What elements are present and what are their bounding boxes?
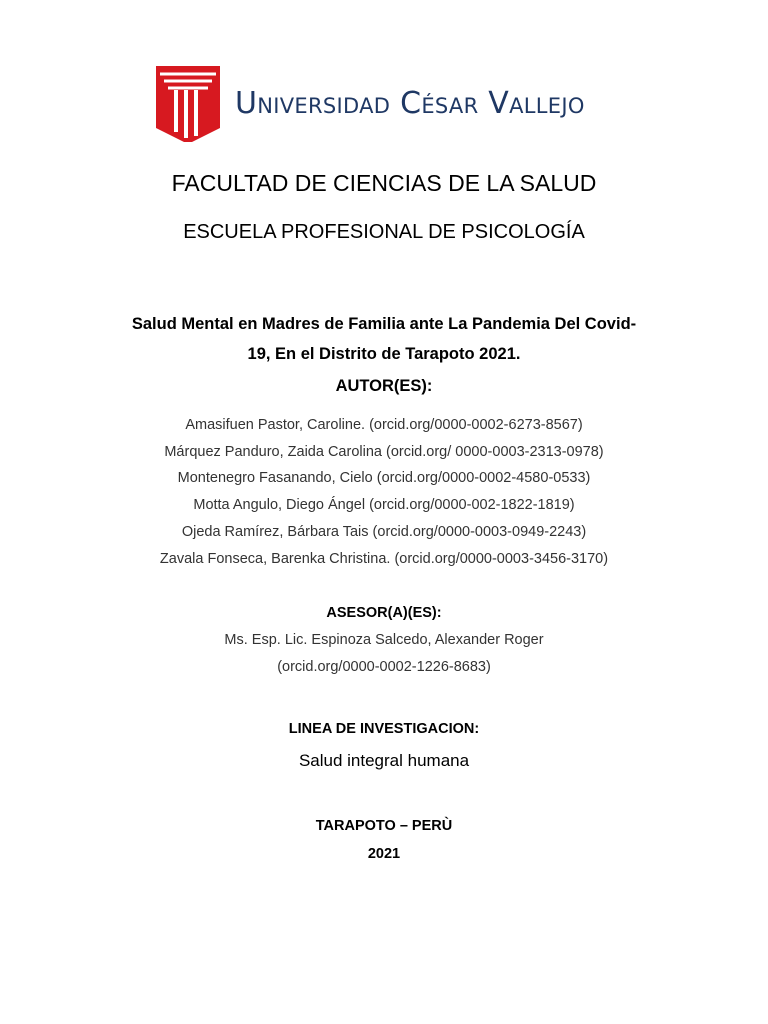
- author-item: Montenegro Fasanando, Cielo (orcid.org/0000-0002-4580-0533): [177, 470, 591, 486]
- university-logo: [156, 66, 616, 142]
- thesis-title-line-1: Salud Mental en Madres de Familia ante La Pandemia Del Covid-: [131, 315, 637, 333]
- author-item: Amasifuen Pastor, Caroline. (orcid.org/0000-0002-6273-8567): [185, 417, 583, 433]
- author-item: Motta Angulo, Diego Ángel (orcid.org/0000-002-1822-1819): [193, 497, 575, 513]
- author-item: Márquez Panduro, Zaida Carolina (orcid.org/ 0000-0003-2313-0978): [164, 444, 604, 460]
- author-item: Ojeda Ramírez, Bárbara Tais (orcid.org/0000-0003-0949-2243): [181, 524, 587, 540]
- research-line-heading: LINEA DE INVESTIGACION:: [288, 721, 480, 737]
- authors-heading: AUTOR(ES):: [335, 377, 433, 395]
- author-item: Zavala Fonseca, Barenka Christina. (orcid.org/0000-0003-3456-3170): [159, 551, 609, 567]
- thesis-title-line-2: 19, En el Distrito de Tarapoto 2021.: [247, 345, 521, 363]
- research-line-value: Salud integral humana: [298, 751, 470, 770]
- advisor-name: Ms. Esp. Lic. Espinoza Salcedo, Alexander Roger: [224, 632, 544, 648]
- year-label: 2021: [367, 846, 401, 862]
- advisor-orcid: (orcid.org/0000-0002-1226-8683): [277, 659, 491, 675]
- advisor-heading: ASESOR(A)(ES):: [326, 605, 442, 621]
- school-title: ESCUELA PROFESIONAL DE PSICOLOGÍA: [183, 221, 585, 243]
- faculty-title: FACULTAD DE CIENCIAS DE LA SALUD: [171, 170, 597, 196]
- place-label: TARAPOTO – PERÙ: [315, 818, 453, 834]
- logo-text: Universidad César Vallejo: [235, 86, 585, 121]
- university-crest-icon: [156, 66, 220, 142]
